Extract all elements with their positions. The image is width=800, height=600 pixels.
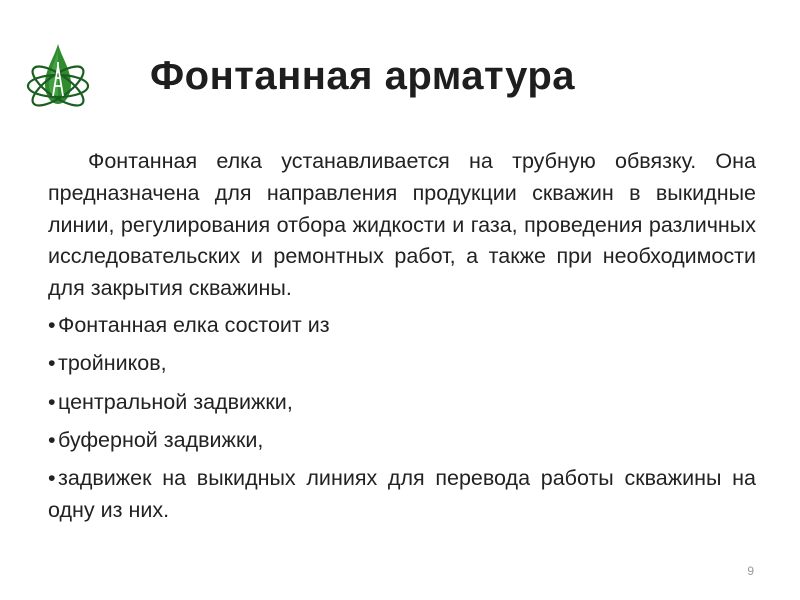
- page-number: 9: [747, 564, 754, 578]
- bullet-marker: •: [48, 389, 56, 414]
- bullet-item: [48, 387, 756, 419]
- bullet-item: [48, 310, 756, 342]
- bullet-text: задвижек на выкидных линиях для перевода работы скважины на одну из них.: [48, 466, 756, 522]
- slide-body: [48, 146, 756, 527]
- bullet-text: тройников,: [58, 351, 167, 376]
- bullet-marker: •: [48, 427, 56, 452]
- bullet-marker: •: [48, 351, 56, 376]
- bullet-text: Фонтанная елка состоит из: [58, 312, 330, 337]
- intro-paragraph: Фонтанная елка устанавливается на трубную обвязку. Она предназначена для направления продукции скважин в выкидные линии, регулирования отбора жидкости и газа, проведения различных исследовательских и ремонтных работ, а также при необходимости для закрытия скважины.: [48, 149, 756, 301]
- oil-drop-logo-icon: [24, 40, 92, 110]
- bullet-marker: •: [48, 312, 56, 337]
- bullet-text: центральной задвижки,: [58, 389, 293, 414]
- bullet-list: [48, 310, 756, 527]
- bullet-text: буферной задвижки,: [58, 427, 264, 452]
- slide-title: Фонтанная арматура: [150, 54, 576, 98]
- bullet-item: [48, 425, 756, 457]
- bullet-item: [48, 463, 756, 527]
- bullet-marker: •: [48, 466, 56, 491]
- bullet-item: [48, 348, 756, 380]
